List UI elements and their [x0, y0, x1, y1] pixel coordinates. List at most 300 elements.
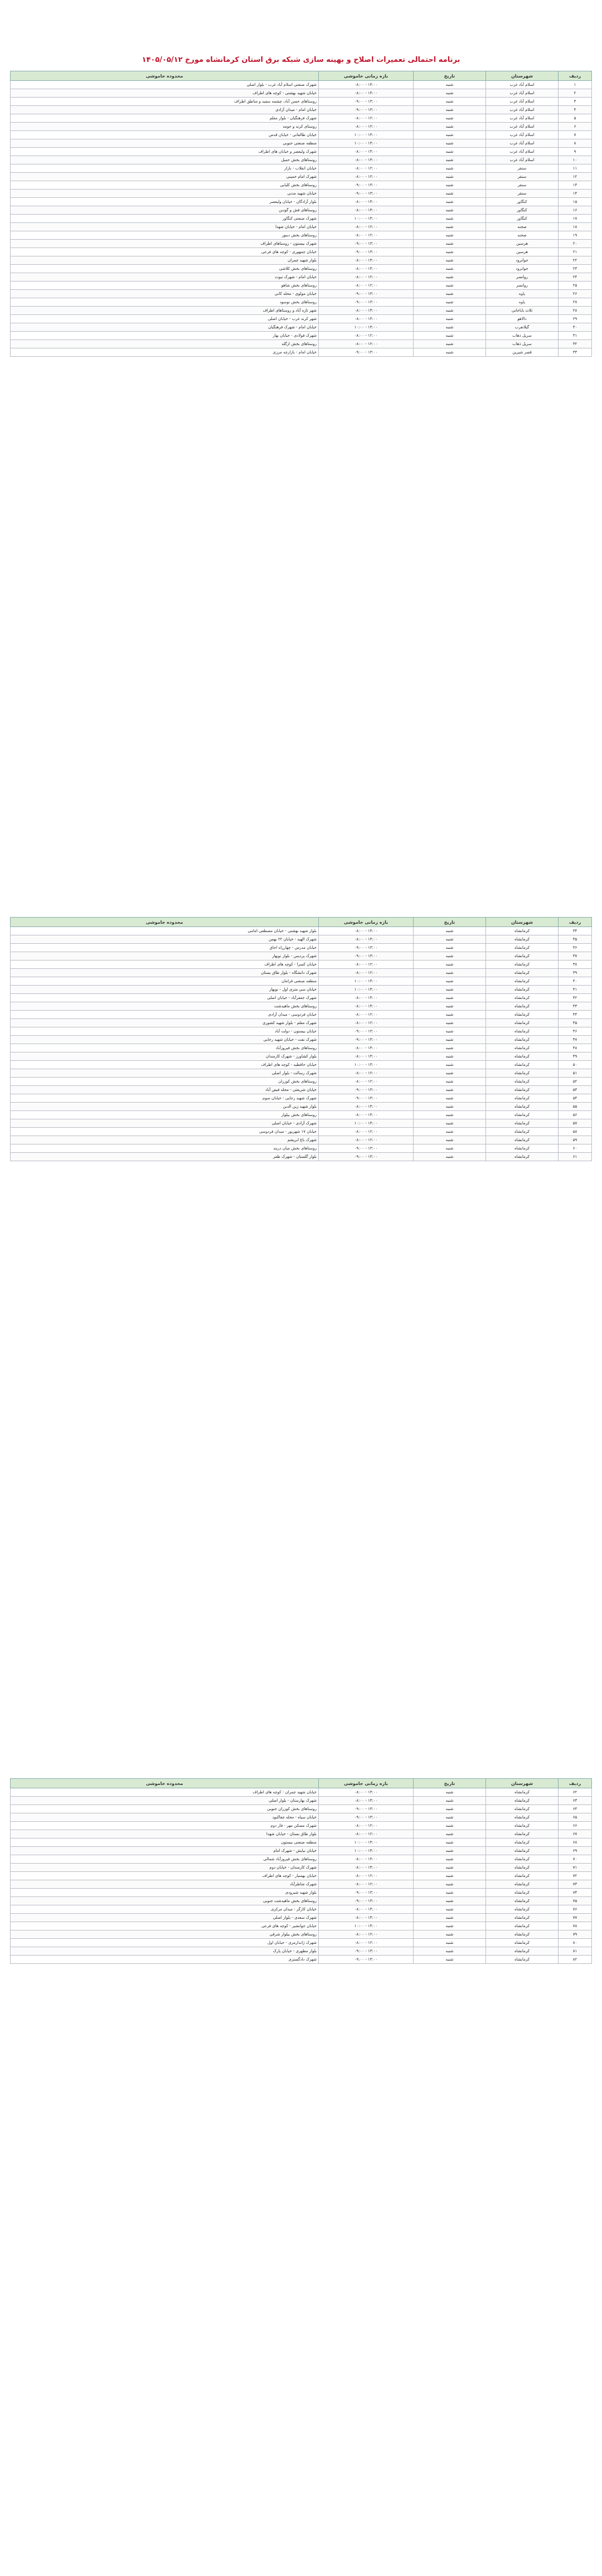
city-cell: کنگاور	[486, 198, 559, 206]
outage-area-cell: روستاهای فش و گودین	[11, 206, 319, 215]
outage-area-cell: شهرک دادگستری	[11, 1956, 319, 1964]
row-number-cell: ۲۵	[559, 282, 592, 290]
schedule-page-2	[10, 917, 592, 1161]
city-cell: کرمانشاه	[486, 1136, 559, 1144]
date-cell: شنبه	[414, 1872, 486, 1880]
row-number-cell: ۳۴	[559, 927, 592, 935]
city-cell: کرمانشاه	[486, 977, 559, 986]
time-range-cell: ۰۹:۰۰ - ۱۳:۰۰	[319, 1153, 414, 1161]
table-row	[11, 1939, 592, 1947]
date-cell: شنبه	[414, 248, 486, 256]
table-row	[11, 1111, 592, 1119]
row-number-cell: ۳۷	[559, 952, 592, 960]
outage-area-cell: خیابان شریعتی - محله فیض آباد	[11, 1086, 319, 1094]
city-cell: اسلام آباد غرب	[486, 89, 559, 98]
date-cell: شنبه	[414, 256, 486, 265]
row-number-cell: ۱۳	[559, 181, 592, 190]
row-number-cell: ۵	[559, 114, 592, 123]
table-header-row	[11, 918, 592, 927]
date-cell: شنبه	[414, 315, 486, 323]
time-range-cell: ۰۸:۰۰ - ۱۲:۰۰	[319, 1136, 414, 1144]
row-number-cell: ۳۲	[559, 340, 592, 348]
row-number-cell: ۲۳	[559, 265, 592, 273]
header-date: تاریخ	[414, 71, 486, 81]
outage-area-cell: روستاهای بخش ماهیدشت جنوبی	[11, 1897, 319, 1905]
city-cell: کرمانشاه	[486, 1905, 559, 1914]
row-number-cell: ۱۵	[559, 198, 592, 206]
outage-area-cell: شهرک پردیس - بلوار نوبهار	[11, 952, 319, 960]
time-range-cell: ۰۸:۰۰ - ۱۲:۰۰	[319, 123, 414, 131]
table-row	[11, 1905, 592, 1914]
city-cell: کرمانشاه	[486, 1078, 559, 1086]
city-cell: کرمانشاه	[486, 1813, 559, 1822]
outage-table-3	[10, 1778, 592, 1964]
table-row	[11, 315, 592, 323]
date-cell: شنبه	[414, 1078, 486, 1086]
date-cell: شنبه	[414, 240, 486, 248]
date-cell: شنبه	[414, 1027, 486, 1036]
table-row	[11, 1864, 592, 1872]
outage-area-cell: خیابان بهمنیار - کوچه های اطراف	[11, 1872, 319, 1880]
city-cell: پاوه	[486, 298, 559, 307]
row-number-cell: ۴۳	[559, 1002, 592, 1011]
city-cell: کرمانشاه	[486, 1847, 559, 1855]
date-cell: شنبه	[414, 223, 486, 231]
table-row	[11, 1086, 592, 1094]
table-row	[11, 1880, 592, 1889]
date-cell: شنبه	[414, 935, 486, 944]
city-cell: اسلام آباد غرب	[486, 106, 559, 114]
table-row	[11, 114, 592, 123]
row-number-cell: ۵۷	[559, 1119, 592, 1128]
city-cell: کرمانشاه	[486, 1788, 559, 1797]
outage-area-cell: خیابان جوانشیر - کوچه های فرعی	[11, 1922, 319, 1930]
header-city: شهرستان	[486, 1779, 559, 1788]
city-cell: کرمانشاه	[486, 1889, 559, 1897]
outage-area-cell: شهرک شهید رجایی - خیابان سوم	[11, 1094, 319, 1103]
time-range-cell: ۰۸:۰۰ - ۱۲:۰۰	[319, 1930, 414, 1939]
city-cell: کرمانشاه	[486, 1144, 559, 1153]
time-range-cell: ۰۸:۰۰ - ۱۲:۰۰	[319, 1069, 414, 1078]
table-row	[11, 1855, 592, 1864]
row-number-cell: ۱	[559, 81, 592, 89]
city-cell: قصر شیرین	[486, 348, 559, 357]
table-row	[11, 1103, 592, 1111]
outage-area-cell: روستاهای بخش بیلوار	[11, 1111, 319, 1119]
table-row	[11, 952, 592, 960]
outage-table-2	[10, 917, 592, 1161]
row-number-cell: ۶۹	[559, 1847, 592, 1855]
row-number-cell: ۶۰	[559, 1144, 592, 1153]
row-number-cell: ۲۱	[559, 248, 592, 256]
row-number-cell: ۸۲	[559, 1956, 592, 1964]
date-cell: شنبه	[414, 1930, 486, 1939]
outage-area-cell: روستاهای بخش فیروزآباد شمالی	[11, 1855, 319, 1864]
table-row	[11, 198, 592, 206]
city-cell: کرمانشاه	[486, 1956, 559, 1964]
time-range-cell: ۰۹:۰۰ - ۱۳:۰۰	[319, 298, 414, 307]
time-range-cell: ۰۸:۰۰ - ۱۴:۰۰	[319, 198, 414, 206]
date-cell: شنبه	[414, 323, 486, 332]
date-cell: شنبه	[414, 1036, 486, 1044]
outage-area-cell: روستاهای بخش حمیل	[11, 156, 319, 164]
city-cell: کرمانشاه	[486, 1086, 559, 1094]
row-number-cell: ۹	[559, 148, 592, 156]
city-cell: کرمانشاه	[486, 1011, 559, 1019]
date-cell: شنبه	[414, 1019, 486, 1027]
date-cell: شنبه	[414, 265, 486, 273]
table-row	[11, 1052, 592, 1061]
city-cell: دالاهو	[486, 315, 559, 323]
time-range-cell: ۱۰:۰۰ - ۱۴:۰۰	[319, 139, 414, 148]
city-cell: کرمانشاه	[486, 952, 559, 960]
header-time: بازه زمانی خاموشی	[319, 1779, 414, 1788]
row-number-cell: ۵۱	[559, 1069, 592, 1078]
row-number-cell: ۳۳	[559, 348, 592, 357]
time-range-cell: ۰۹:۰۰ - ۱۳:۰۰	[319, 944, 414, 952]
table-row	[11, 1027, 592, 1036]
row-number-cell: ۴۴	[559, 1011, 592, 1019]
table-row	[11, 273, 592, 282]
time-range-cell: ۰۹:۰۰ - ۱۳:۰۰	[319, 248, 414, 256]
row-number-cell: ۱۷	[559, 215, 592, 223]
row-number-cell: ۳۹	[559, 969, 592, 977]
table-row	[11, 340, 592, 348]
row-number-cell: ۵۲	[559, 1078, 592, 1086]
row-number-cell: ۶۲	[559, 1788, 592, 1797]
outage-area-cell: روستاهای حسن آباد، چشمه سفید و مناطق اطراف	[11, 98, 319, 106]
time-range-cell: ۰۸:۰۰ - ۱۴:۰۰	[319, 265, 414, 273]
table-row	[11, 1797, 592, 1805]
time-range-cell: ۰۸:۰۰ - ۱۴:۰۰	[319, 1914, 414, 1922]
header-area: محدوده خاموشی	[11, 71, 319, 81]
city-cell: کرمانشاه	[486, 1103, 559, 1111]
table-row	[11, 986, 592, 994]
row-number-cell: ۷	[559, 131, 592, 139]
outage-area-cell: روستاهای بخش فیروزآباد	[11, 1044, 319, 1052]
table-row	[11, 240, 592, 248]
time-range-cell: ۰۹:۰۰ - ۱۳:۰۰	[319, 290, 414, 298]
document-title: برنامه احتمالی تعمیرات اصلاح و بهینه سازی شبکه برق استان کرمانشاه مورخ ۱۴۰۵/۰۵/۱۲	[142, 56, 460, 64]
outage-area-cell: روستاهای بخش کلیایی	[11, 181, 319, 190]
outage-area-cell: شهرک صنعتی کنگاور	[11, 215, 319, 223]
date-cell: شنبه	[414, 89, 486, 98]
date-cell: شنبه	[414, 1939, 486, 1947]
table-row	[11, 131, 592, 139]
header-area: محدوده خاموشی	[11, 918, 319, 927]
row-number-cell: ۴۸	[559, 1044, 592, 1052]
time-range-cell: ۰۸:۰۰ - ۱۴:۰۰	[319, 994, 414, 1002]
city-cell: کرمانشاه	[486, 1069, 559, 1078]
outage-area-cell: خیابان سی متری اول - نوبهار	[11, 986, 319, 994]
time-range-cell: ۰۸:۰۰ - ۱۲:۰۰	[319, 960, 414, 969]
table-row	[11, 994, 592, 1002]
date-cell: شنبه	[414, 190, 486, 198]
date-cell: شنبه	[414, 1103, 486, 1111]
outage-area-cell: روستاهای بخش نوسود	[11, 298, 319, 307]
time-range-cell: ۰۹:۰۰ - ۱۳:۰۰	[319, 1813, 414, 1822]
table-row	[11, 1897, 592, 1905]
date-cell: شنبه	[414, 1905, 486, 1914]
city-cell: اسلام آباد غرب	[486, 114, 559, 123]
time-range-cell: ۰۹:۰۰ - ۱۳:۰۰	[319, 1897, 414, 1905]
date-cell: شنبه	[414, 1855, 486, 1864]
date-cell: شنبه	[414, 1153, 486, 1161]
date-cell: شنبه	[414, 1069, 486, 1078]
row-number-cell: ۲۶	[559, 290, 592, 298]
row-number-cell: ۸۰	[559, 1939, 592, 1947]
table-row	[11, 248, 592, 256]
date-cell: شنبه	[414, 1797, 486, 1805]
table-header-row	[11, 71, 592, 81]
date-cell: شنبه	[414, 340, 486, 348]
table-row	[11, 1788, 592, 1797]
outage-area-cell: شهر تازه آباد و روستاهای اطراف	[11, 307, 319, 315]
city-cell: کرمانشاه	[486, 935, 559, 944]
table-row	[11, 223, 592, 231]
table-row	[11, 1930, 592, 1939]
outage-area-cell: شهرک بهارستان - بلوار اصلی	[11, 1797, 319, 1805]
city-cell: کرمانشاه	[486, 1830, 559, 1838]
city-cell: کرمانشاه	[486, 1119, 559, 1128]
outage-area-cell: شهرک امام خمینی	[11, 173, 319, 181]
row-number-cell: ۵۳	[559, 1086, 592, 1094]
row-number-cell: ۲۲	[559, 256, 592, 265]
table-row	[11, 1078, 592, 1086]
row-number-cell: ۷۷	[559, 1914, 592, 1922]
table-row	[11, 1011, 592, 1019]
outage-area-cell: خیابان مولوی - محله کانی	[11, 290, 319, 298]
city-cell: هرسین	[486, 248, 559, 256]
city-cell: کرمانشاه	[486, 1822, 559, 1830]
date-cell: شنبه	[414, 156, 486, 164]
time-range-cell: ۰۸:۰۰ - ۱۲:۰۰	[319, 1019, 414, 1027]
header-row-number: ردیف	[559, 71, 592, 81]
city-cell: کرمانشاه	[486, 1036, 559, 1044]
table-row	[11, 307, 592, 315]
table-row	[11, 1002, 592, 1011]
row-number-cell: ۷۵	[559, 1897, 592, 1905]
city-cell: سنقر	[486, 190, 559, 198]
city-cell: اسلام آباد غرب	[486, 148, 559, 156]
table-row	[11, 265, 592, 273]
outage-area-cell: شهرک فولادی - خیابان بهار	[11, 332, 319, 340]
row-number-cell: ۷۳	[559, 1880, 592, 1889]
time-range-cell: ۰۹:۰۰ - ۱۳:۰۰	[319, 190, 414, 198]
row-number-cell: ۶۱	[559, 1153, 592, 1161]
date-cell: شنبه	[414, 969, 486, 977]
date-cell: شنبه	[414, 148, 486, 156]
city-cell: کرمانشاه	[486, 1128, 559, 1136]
date-cell: شنبه	[414, 986, 486, 994]
city-cell: روانسر	[486, 282, 559, 290]
row-number-cell: ۶۸	[559, 1838, 592, 1847]
row-number-cell: ۴۷	[559, 1036, 592, 1044]
row-number-cell: ۷۶	[559, 1905, 592, 1914]
row-number-cell: ۸۱	[559, 1947, 592, 1956]
table-row	[11, 123, 592, 131]
row-number-cell: ۷۲	[559, 1872, 592, 1880]
date-cell: شنبه	[414, 81, 486, 89]
date-cell: شنبه	[414, 106, 486, 114]
city-cell: کرمانشاه	[486, 1872, 559, 1880]
outage-area-cell: بلوار کشاورز - شهرک کارمندان	[11, 1052, 319, 1061]
table-row	[11, 969, 592, 977]
outage-area-cell: خیابان حافظیه - کوچه های اطراف	[11, 1061, 319, 1069]
row-number-cell: ۷۱	[559, 1864, 592, 1872]
row-number-cell: ۱۸	[559, 223, 592, 231]
outage-area-cell: شهرک ولیعصر و خیابان های اطراف	[11, 148, 319, 156]
time-range-cell: ۰۸:۰۰ - ۱۴:۰۰	[319, 1111, 414, 1119]
table-body	[11, 927, 592, 1161]
table-row	[11, 98, 592, 106]
table-row	[11, 282, 592, 290]
table-row	[11, 977, 592, 986]
row-number-cell: ۶	[559, 123, 592, 131]
table-row	[11, 181, 592, 190]
outage-area-cell: روستاهای بخش کوزران جنوبی	[11, 1805, 319, 1813]
row-number-cell: ۴	[559, 106, 592, 114]
time-range-cell: ۰۸:۰۰ - ۱۲:۰۰	[319, 340, 414, 348]
table-row	[11, 1019, 592, 1027]
outage-area-cell: بلوار طاق بستان - خیابان شهدا	[11, 1830, 319, 1838]
time-range-cell: ۰۸:۰۰ - ۱۲:۰۰	[319, 114, 414, 123]
table-row	[11, 215, 592, 223]
time-range-cell: ۰۸:۰۰ - ۱۴:۰۰	[319, 1002, 414, 1011]
time-range-cell: ۰۸:۰۰ - ۱۲:۰۰	[319, 173, 414, 181]
time-range-cell: ۰۹:۰۰ - ۱۳:۰۰	[319, 1889, 414, 1897]
city-cell: کرمانشاه	[486, 1002, 559, 1011]
outage-area-cell: شهرک فرهنگیان - بلوار معلم	[11, 114, 319, 123]
date-cell: شنبه	[414, 181, 486, 190]
city-cell: کرمانشاه	[486, 1864, 559, 1872]
table-row	[11, 1889, 592, 1897]
row-number-cell: ۷۰	[559, 1855, 592, 1864]
outage-area-cell: بلوار مطهری - خیابان پارک	[11, 1947, 319, 1956]
outage-area-cell: روستاهای بخش میان دربند	[11, 1144, 319, 1153]
time-range-cell: ۱۰:۰۰ - ۱۴:۰۰	[319, 1119, 414, 1128]
header-area: محدوده خاموشی	[11, 1779, 319, 1788]
time-range-cell: ۱۰:۰۰ - ۱۴:۰۰	[319, 986, 414, 994]
row-number-cell: ۲۷	[559, 298, 592, 307]
city-cell: سرپل ذهاب	[486, 340, 559, 348]
city-cell: اسلام آباد غرب	[486, 139, 559, 148]
row-number-cell: ۵۵	[559, 1103, 592, 1111]
city-cell: ثلاث باباجانی	[486, 307, 559, 315]
row-number-cell: ۵۶	[559, 1111, 592, 1119]
city-cell: اسلام آباد غرب	[486, 98, 559, 106]
outage-area-cell: شهرک ژاندارمری - خیابان اول	[11, 1939, 319, 1947]
outage-area-cell: خیابان شهید مدنی	[11, 190, 319, 198]
time-range-cell: ۱۰:۰۰ - ۱۴:۰۰	[319, 1061, 414, 1069]
outage-area-cell: خیابان مدرس - چهارراه اجاق	[11, 944, 319, 952]
date-cell: شنبه	[414, 273, 486, 282]
table-row	[11, 1872, 592, 1880]
date-cell: شنبه	[414, 98, 486, 106]
outage-area-cell: بلوار شهید بهشتی - خیابان مصطفی امامی	[11, 927, 319, 935]
table-row	[11, 148, 592, 156]
row-number-cell: ۷۹	[559, 1930, 592, 1939]
date-cell: شنبه	[414, 348, 486, 357]
table-row	[11, 1822, 592, 1830]
time-range-cell: ۰۹:۰۰ - ۱۳:۰۰	[319, 98, 414, 106]
city-cell: کرمانشاه	[486, 969, 559, 977]
time-range-cell: ۰۹:۰۰ - ۱۳:۰۰	[319, 1805, 414, 1813]
date-cell: شنبه	[414, 944, 486, 952]
date-cell: شنبه	[414, 1061, 486, 1069]
city-cell: سنقر	[486, 164, 559, 173]
city-cell: کرمانشاه	[486, 1111, 559, 1119]
row-number-cell: ۳۸	[559, 960, 592, 969]
time-range-cell: ۰۹:۰۰ - ۱۳:۰۰	[319, 952, 414, 960]
date-cell: شنبه	[414, 1011, 486, 1019]
row-number-cell: ۱۲	[559, 173, 592, 181]
time-range-cell: ۰۸:۰۰ - ۱۴:۰۰	[319, 1864, 414, 1872]
header-date: تاریخ	[414, 1779, 486, 1788]
time-range-cell: ۰۸:۰۰ - ۱۲:۰۰	[319, 273, 414, 282]
time-range-cell: ۰۸:۰۰ - ۱۲:۰۰	[319, 1078, 414, 1086]
city-cell: کرمانشاه	[486, 1897, 559, 1905]
date-cell: شنبه	[414, 1788, 486, 1797]
city-cell: صحنه	[486, 223, 559, 231]
time-range-cell: ۰۸:۰۰ - ۱۲:۰۰	[319, 282, 414, 290]
outage-area-cell: منطقه صنعتی بیستون	[11, 1838, 319, 1847]
time-range-cell: ۰۹:۰۰ - ۱۳:۰۰	[319, 348, 414, 357]
outage-area-cell: شهرک بیستون - روستاهای اطراف	[11, 240, 319, 248]
date-cell: شنبه	[414, 290, 486, 298]
date-cell: شنبه	[414, 1052, 486, 1061]
table-row	[11, 935, 592, 944]
time-range-cell: ۰۸:۰۰ - ۱۲:۰۰	[319, 231, 414, 240]
row-number-cell: ۳۶	[559, 944, 592, 952]
city-cell: هرسین	[486, 240, 559, 248]
table-row	[11, 1119, 592, 1128]
outage-area-cell: خیابان امام - بازارچه مرزی	[11, 348, 319, 357]
outage-area-cell: شهرک شاطرآباد	[11, 1880, 319, 1889]
city-cell: کنگاور	[486, 215, 559, 223]
date-cell: شنبه	[414, 282, 486, 290]
outage-area-cell: خیابان کسرا - کوچه های اطراف	[11, 960, 319, 969]
row-number-cell: ۱۴	[559, 190, 592, 198]
date-cell: شنبه	[414, 1956, 486, 1964]
table-row	[11, 1956, 592, 1964]
table-row	[11, 298, 592, 307]
row-number-cell: ۴۰	[559, 977, 592, 986]
city-cell: کرمانشاه	[486, 1805, 559, 1813]
time-range-cell: ۰۹:۰۰ - ۱۳:۰۰	[319, 106, 414, 114]
city-cell: کرمانشاه	[486, 1947, 559, 1956]
table-header-row	[11, 1779, 592, 1788]
header-row-number: ردیف	[559, 1779, 592, 1788]
outage-area-cell: خیابان بیستون - دولت آباد	[11, 1027, 319, 1036]
table-row	[11, 1144, 592, 1153]
table-row	[11, 1136, 592, 1144]
time-range-cell: ۰۸:۰۰ - ۱۴:۰۰	[319, 307, 414, 315]
header-row-number: ردیف	[559, 918, 592, 927]
time-range-cell: ۱۰:۰۰ - ۱۴:۰۰	[319, 1847, 414, 1855]
row-number-cell: ۷۴	[559, 1889, 592, 1897]
city-cell: اسلام آباد غرب	[486, 156, 559, 164]
city-cell: کرمانشاه	[486, 1027, 559, 1036]
row-number-cell: ۱۶	[559, 206, 592, 215]
outage-area-cell: خیابان سپاه - محله چقاکبود	[11, 1813, 319, 1822]
date-cell: شنبه	[414, 1880, 486, 1889]
row-number-cell: ۳۵	[559, 935, 592, 944]
time-range-cell: ۰۹:۰۰ - ۱۳:۰۰	[319, 181, 414, 190]
outage-area-cell: روستاهای بخش ماهیدشت	[11, 1002, 319, 1011]
date-cell: شنبه	[414, 1094, 486, 1103]
table-row	[11, 89, 592, 98]
